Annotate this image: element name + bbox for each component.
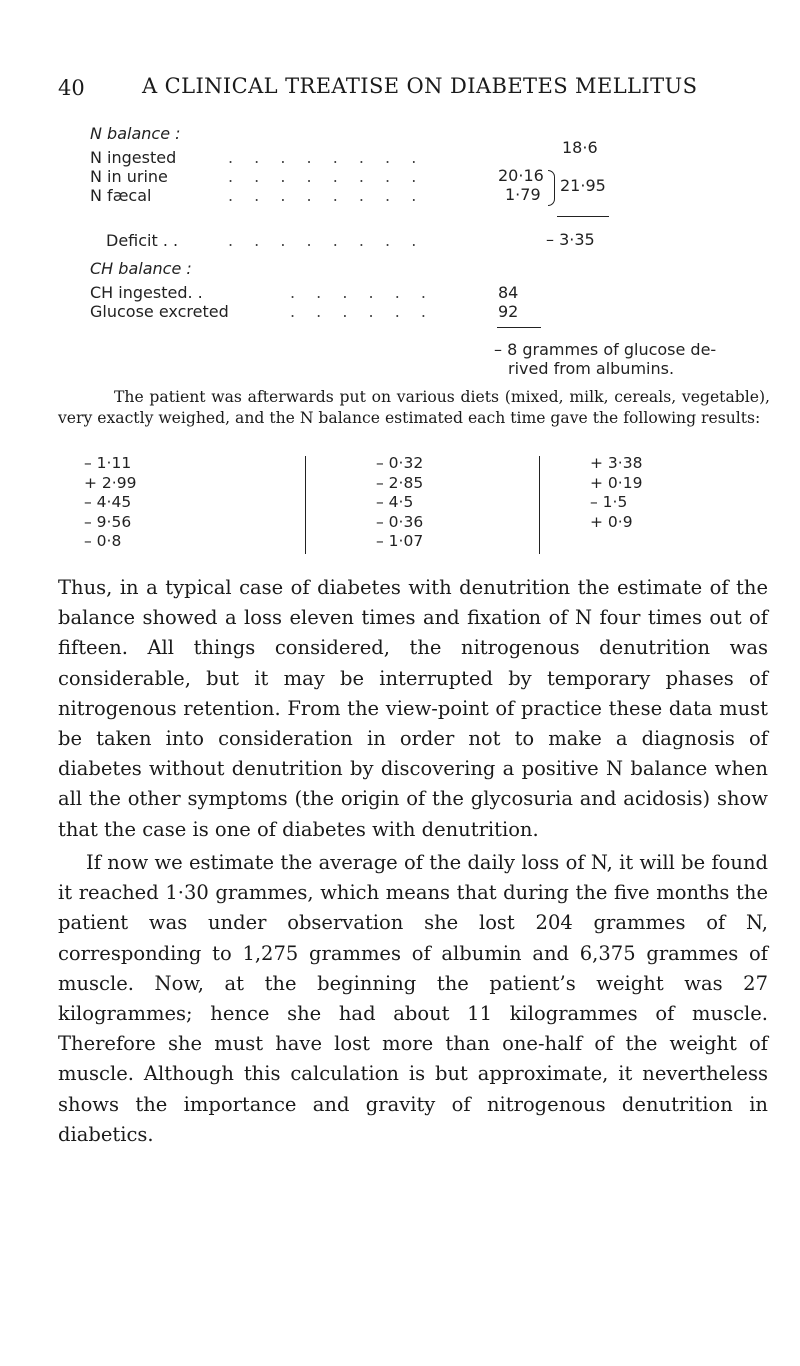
glucose-excreted-label: Glucose excreted — [90, 302, 229, 321]
deficit-dots: . . . . . . . . — [228, 231, 425, 250]
glucose-derived-line1: – 8 grammes of glucose de- — [494, 340, 717, 359]
results-cell: – 4·5 — [376, 493, 414, 512]
n-ingested-dots: . . . . . . . . — [228, 148, 425, 167]
results-cell: – 1·07 — [376, 532, 424, 551]
results-cell: + 0·9 — [590, 512, 633, 531]
ch-balance-heading: CH balance : — [90, 259, 192, 278]
results-cell: + 3·38 — [590, 454, 643, 472]
glucose-derived-line2: rived from albumins. — [508, 359, 675, 378]
page-number: 40 — [58, 76, 85, 100]
results-column-1 — [84, 454, 136, 552]
column-divider — [305, 456, 306, 554]
results-cell: – 1·11 — [84, 454, 132, 472]
ch-rule — [497, 327, 541, 328]
deficit-rule — [557, 216, 609, 217]
results-cell: – 0·32 — [376, 454, 424, 472]
n-faecal-value: 1·79 — [505, 185, 541, 204]
n-faecal-dots: . . . . . . . . — [228, 186, 425, 205]
deficit-label: Deficit . . — [106, 231, 179, 250]
sum-brace — [548, 170, 555, 206]
ch-ingested-label: CH ingested. . — [90, 283, 203, 302]
n-ingested-value: 18·6 — [562, 138, 598, 157]
results-cell: + 2·99 — [84, 473, 137, 492]
n-faecal-label: N fæcal — [90, 186, 152, 205]
results-column-3 — [590, 454, 642, 532]
n-output-total: 21·95 — [560, 176, 606, 195]
deficit-value: – 3·35 — [546, 230, 595, 249]
n-urine-dots: . . . . . . . . — [228, 167, 425, 186]
results-cell: – 0·8 — [84, 532, 122, 551]
n-balance-heading: N balance : — [90, 124, 181, 143]
paragraph-daily-loss: If now we estimate the average of the daily loss of N, it will be found it reached 1·30 grammes, which means that during the five months the patient was under observation she lost 204 grammes of N, corresponding to 1,275 grammes of albumin and 6,375 grammes of muscle. Now, at the beginning the patient’s weight was 27 kilogrammes; hence she had about 11 kilogrammes of muscle. Therefore she must have lost more than one-half of the weight of muscle. Although this calculation is but approximate, it nevertheless shows the importance and gravity of nitrogenous denutrition in diabetics. — [58, 851, 768, 1146]
results-cell: – 9·56 — [84, 512, 132, 531]
n-urine-label: N in urine — [90, 167, 168, 186]
results-cell: – 0·36 — [376, 512, 424, 531]
ch-ingested-value: 84 — [498, 283, 519, 302]
results-cell: – 4·45 — [84, 493, 132, 512]
results-cell: – 2·85 — [376, 473, 424, 492]
results-cell: + 0·19 — [590, 473, 643, 492]
n-ingested-label: N ingested — [90, 148, 177, 167]
glucose-excreted-value: 92 — [498, 302, 519, 321]
results-cell: – 1·5 — [590, 493, 628, 512]
running-head: A CLINICAL TREATISE ON DIABETES MELLITUS — [142, 74, 698, 98]
ch-ingested-dots: . . . . . . — [290, 283, 434, 302]
intro-paragraph: The patient was afterwards put on various diets (mixed, milk, cereals, vegetable), very exactly weighed, and the N balance estimated each time gave the following results: — [58, 388, 770, 427]
paragraph-denutrition-estimate: Thus, in a typical case of diabetes with denutrition the estimate of the balance showed a loss eleven times and fixation of N four times out of fifteen. All things considered, the nitrogenous denutrition was considerable, but it may be interrupted by temporary phases of nitrogenous retention. From the view-point of practice these data must be taken into consideration in order not to make a diagnosis of diabetes without denutrition by discovering a positive N balance when all the other symptoms (the origin of the glycosuria and acidosis) show that the case is one of diabetes with denutrition. — [58, 576, 768, 841]
column-divider — [539, 456, 540, 554]
n-urine-value: 20·16 — [498, 166, 544, 185]
glucose-excreted-dots: . . . . . . — [290, 302, 434, 321]
results-column-2 — [376, 454, 423, 552]
